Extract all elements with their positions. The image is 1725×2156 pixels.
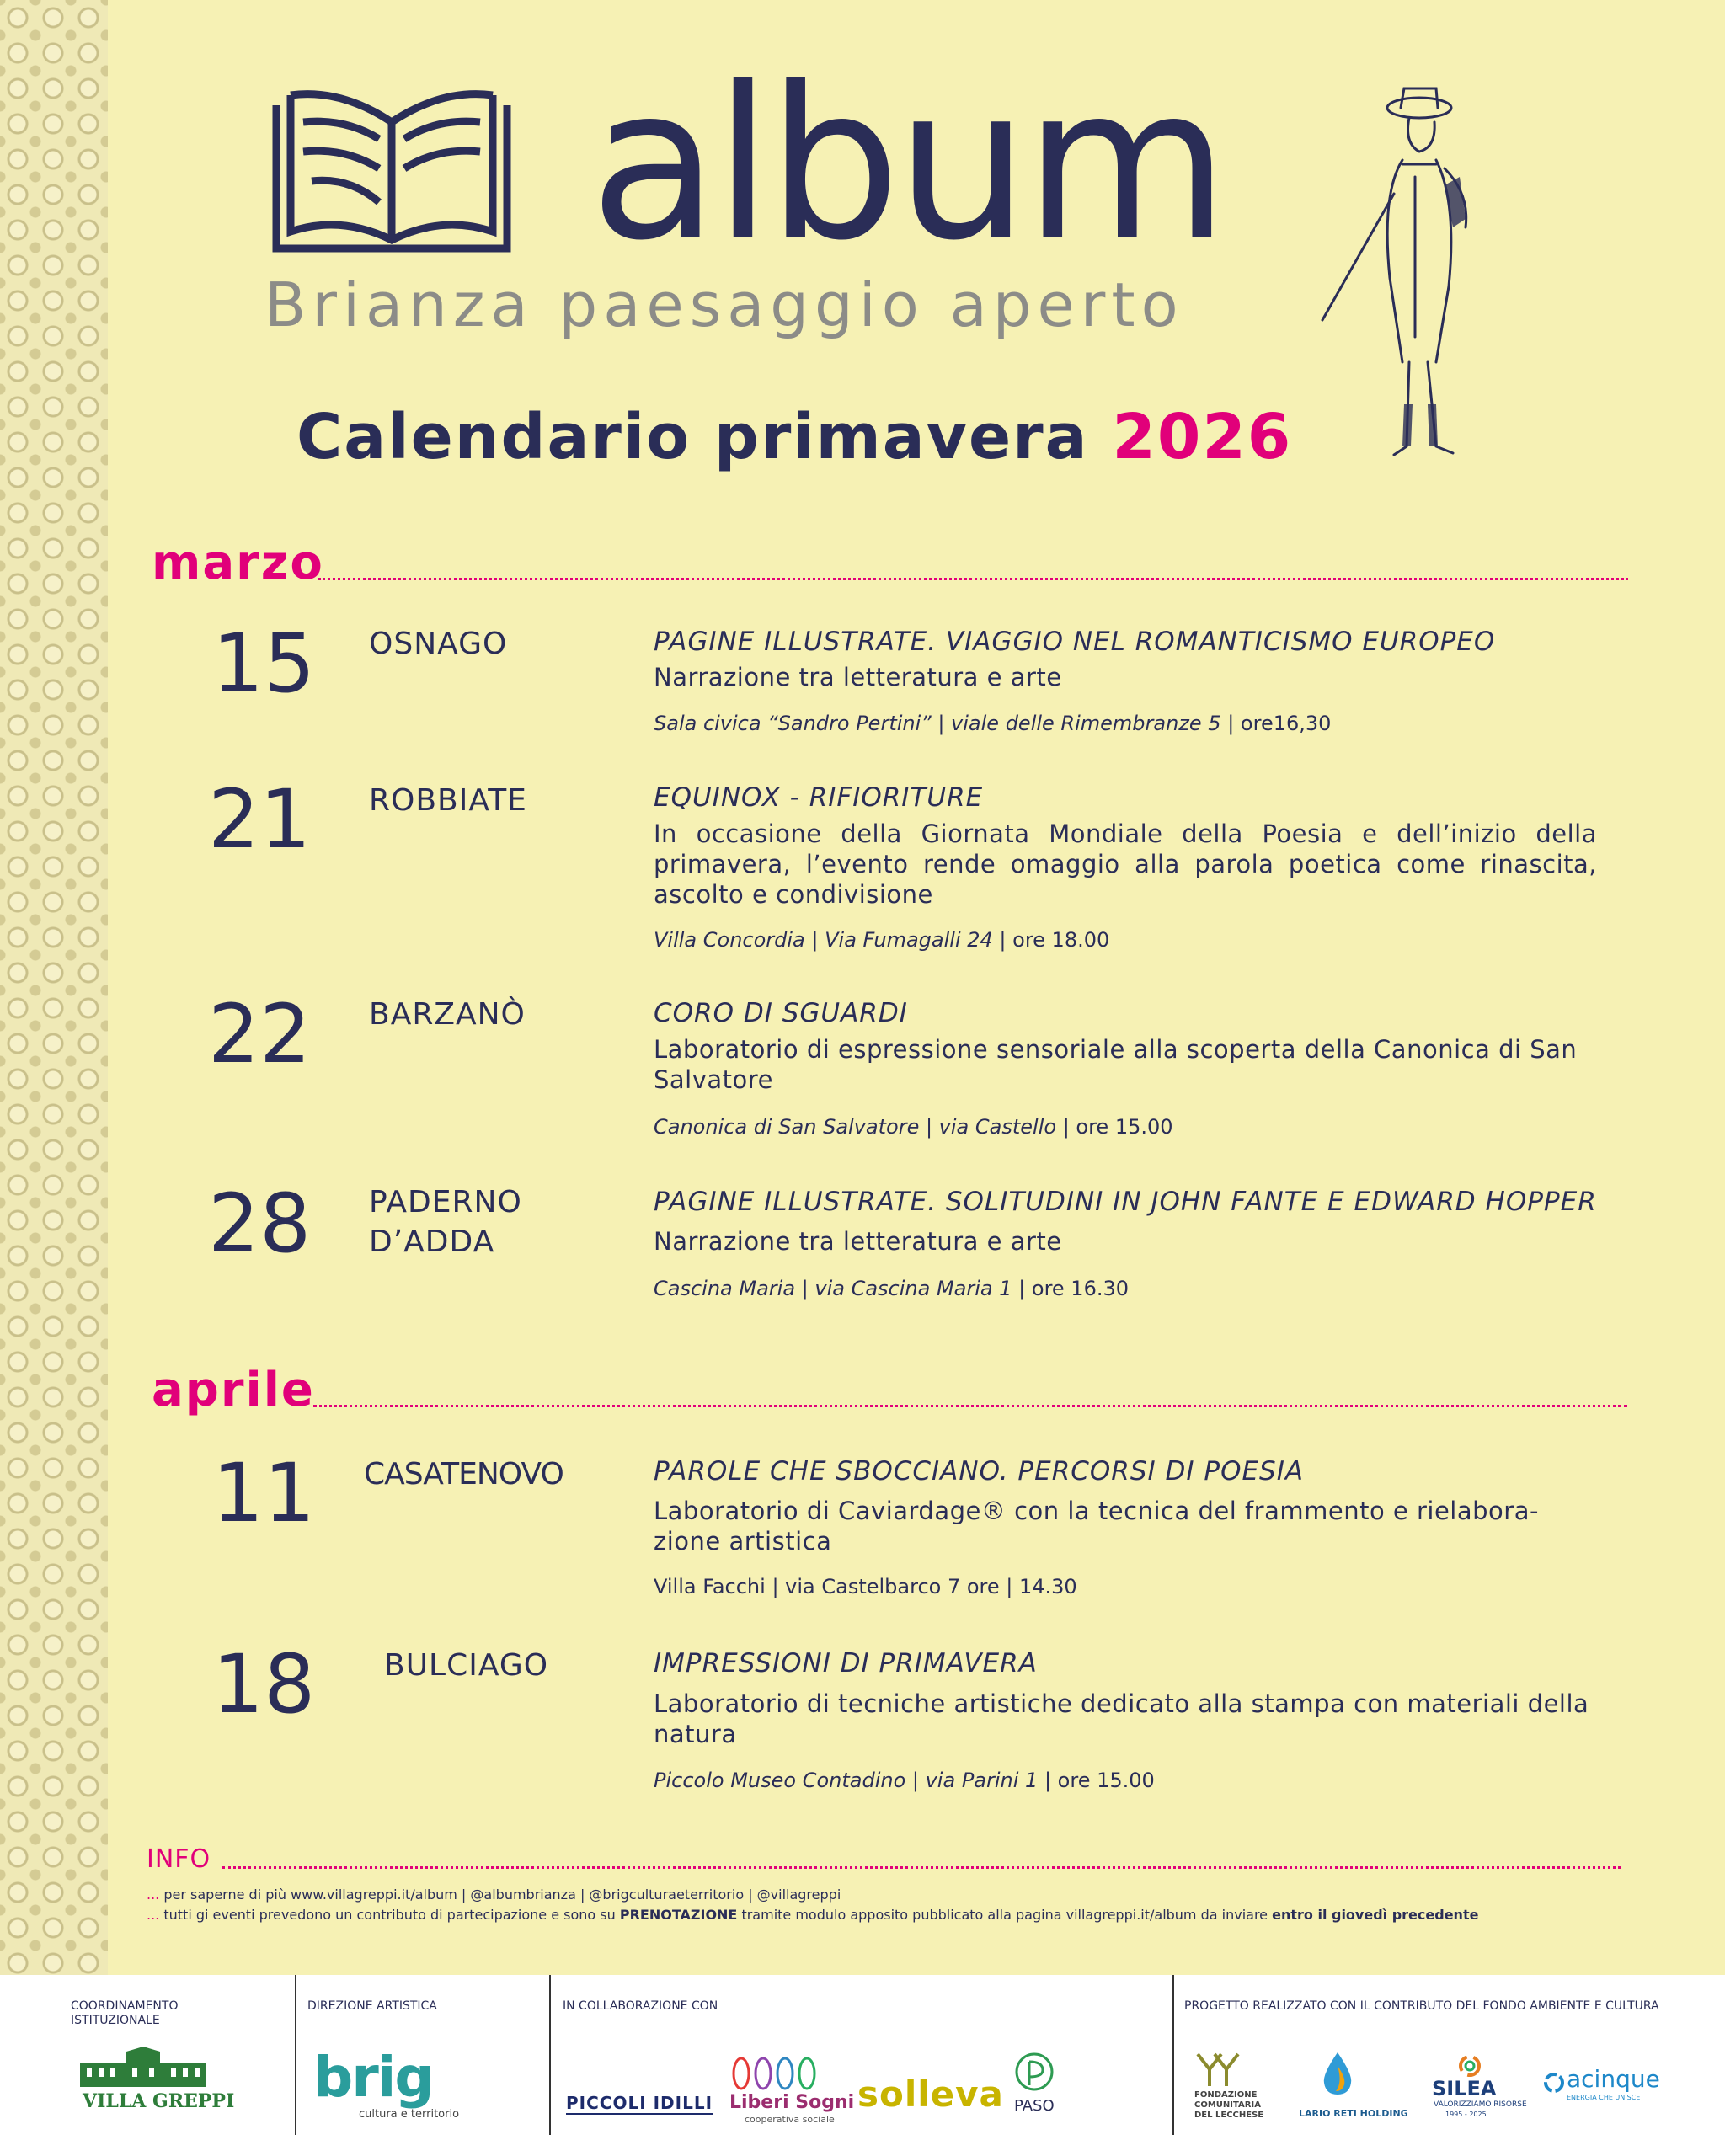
month-divider — [318, 578, 1628, 580]
event-description: Laboratorio di Caviardage® con la tecnica del frammento e rielabora-zione artistica — [654, 1497, 1539, 1556]
event-venue: Cascina Maria | via Cascina Maria 1 — [654, 1277, 1012, 1300]
brig-logo-subtitle: cultura e territorio — [359, 2108, 460, 2121]
event-venue: Villa Concordia | Via Fumagalli 24 — [654, 928, 993, 952]
event-venue: Sala civica “Sandro Pertini” | viale delle Rimembranze 5 — [654, 712, 1221, 735]
event-venue: Piccolo Museo Contadino | via Parini 1 — [654, 1769, 1039, 1792]
event-day: 21 — [208, 772, 312, 867]
info-booking-c: tramite modulo apposito pubblicato alla pagina villagreppi.it/album da inviare — [737, 1907, 1273, 1923]
event-location — [654, 1575, 1077, 1598]
event-title: PAROLE CHE SBOCCIANO. PERCORSI DI POESIA — [654, 1456, 1305, 1486]
event-location — [654, 1769, 1155, 1792]
acinque-subtitle: ENERGIA CHE UNISCE — [1567, 2094, 1641, 2101]
acinque-logo: acinque — [1567, 2065, 1660, 2093]
info-divider — [222, 1866, 1621, 1869]
silea-years: 1995 - 2025 — [1445, 2111, 1487, 2118]
footer-divider — [1172, 1975, 1174, 2135]
event-town: BARZANÒ — [369, 997, 526, 1032]
event-title: CORO DI SGUARDI — [654, 998, 908, 1028]
month-marzo: marzo — [152, 536, 324, 590]
footer-label-direzione: DIREZIONE ARTISTICA — [307, 1999, 437, 2013]
event-location — [654, 1277, 1129, 1300]
paso-logo: PASO — [1014, 2097, 1055, 2115]
info-links-line — [147, 1886, 841, 1903]
event-day: 22 — [208, 987, 312, 1081]
info-booking-a: tutti gi eventi prevedono un contributo di partecipazione e sono su — [163, 1907, 620, 1923]
book-logo-icon — [270, 88, 514, 257]
event-town: BULCIAGO — [384, 1648, 549, 1683]
event-town: PADERNO D’ADDA — [369, 1185, 522, 1259]
event-venue: Villa Facchi | via Castelbarco 7 ore | 14.30 — [654, 1575, 1077, 1598]
liberi-sogni-leaves-icon — [731, 2057, 824, 2090]
event-description: Narrazione tra letteratura e arte — [654, 663, 1062, 691]
footer-divider — [295, 1975, 296, 2135]
album-logo-word: album — [590, 41, 1225, 286]
event-day: 15 — [212, 616, 316, 711]
acinque-logo-icon — [1543, 2072, 1565, 2094]
info-title: INFO — [147, 1844, 211, 1874]
walking-man-sketch-icon — [1310, 84, 1512, 463]
event-day: 11 — [212, 1446, 316, 1540]
info-bullet: ... — [147, 1907, 160, 1923]
info-bullet: ... — [147, 1886, 160, 1903]
event-title: PAGINE ILLUSTRATE. VIAGGIO NEL ROMANTICISMO EUROPEO — [654, 627, 1496, 657]
event-town: ROBBIATE — [369, 783, 527, 818]
fondazione-logo-icon — [1194, 2051, 1242, 2088]
silea-subtitle: VALORIZZIAMO RISORSE — [1434, 2100, 1527, 2109]
headline-year: 2026 — [1112, 401, 1293, 473]
event-town: CASATENOVO — [364, 1457, 563, 1492]
info-booking-d: entro il giovedì precedente — [1272, 1907, 1479, 1923]
event-time: | ore16,30 — [1227, 712, 1332, 735]
event-time: | ore 15.00 — [1062, 1115, 1173, 1139]
tagline: Brianza paesaggio aperto — [264, 270, 1184, 340]
event-location — [654, 928, 1109, 952]
headline-text: Calendario primavera — [296, 401, 1089, 473]
solleva-logo: solleva — [857, 2073, 1004, 2115]
event-time: | ore 16.30 — [1018, 1277, 1130, 1300]
event-location — [654, 712, 1331, 735]
event-title: EQUINOX - RIFIORITURE — [654, 782, 984, 813]
villa-greppi-building-icon — [80, 2047, 206, 2087]
event-description: Laboratorio di tecniche artistiche dedicato alla stampa con materiali della natura — [654, 1689, 1589, 1748]
lario-reti-drop-icon — [1321, 2051, 1354, 2097]
event-title: IMPRESSIONI DI PRIMAVERA — [654, 1648, 1038, 1678]
piccoli-idilli-logo: PICCOLI IDILLI — [566, 2093, 713, 2113]
liberi-sogni-logo: Liberi Sogni — [729, 2092, 855, 2113]
event-title: PAGINE ILLUSTRATE. SOLITUDINI IN JOHN FANTE E EDWARD HOPPER — [654, 1187, 1597, 1217]
silea-logo: SILEA — [1432, 2077, 1497, 2100]
event-time: | ore 18.00 — [999, 928, 1110, 952]
event-day: 18 — [212, 1637, 316, 1732]
event-description: In occasione della Giornata Mondiale della Poesia e dell’inizio della primavera, l’evento rende omaggio alla parola poetica come rinascita, ascolto e condivisione — [654, 819, 1597, 909]
event-description: Laboratorio di espressione sensoriale alla scoperta della Canonica di San Salvatore — [654, 1035, 1578, 1094]
info-booking-b: PRENOTAZIONE — [619, 1907, 738, 1923]
villa-greppi-logo: VILLA GREPPI — [83, 2090, 235, 2112]
decorative-border — [0, 0, 108, 1975]
footer-label-progetto: PROGETTO REALIZZATO CON IL CONTRIBUTO DEL FONDO AMBIENTE E CULTURA — [1184, 1999, 1659, 2013]
month-aprile: aprile — [152, 1363, 315, 1417]
event-time: | ore 15.00 — [1044, 1769, 1155, 1792]
info-links: per saperne di più www.villagreppi.it/album | @albumbrianza | @brigculturaeterritorio | @villagreppi — [163, 1886, 841, 1903]
event-town: OSNAGO — [369, 627, 508, 661]
event-location — [654, 1115, 1173, 1139]
footer-divider — [549, 1975, 551, 2135]
paso-logo-icon — [1011, 2052, 1058, 2094]
event-description: Narrazione tra letteratura e arte — [654, 1227, 1062, 1256]
event-day: 28 — [208, 1177, 312, 1271]
silea-swirl-icon — [1457, 2053, 1482, 2079]
event-venue: Canonica di San Salvatore | via Castello — [654, 1115, 1057, 1139]
brig-logo: brig — [313, 2045, 433, 2110]
footer-label-coordinamento: COORDINAMENTO ISTITUZIONALE — [71, 1999, 179, 2027]
liberi-sogni-subtitle: cooperativa sociale — [745, 2114, 835, 2125]
fondazione-logo: FONDAZIONE COMUNITARIA DEL LECCHESE — [1194, 2090, 1264, 2120]
month-divider — [313, 1405, 1627, 1407]
footer-label-collaborazione: IN COLLABORAZIONE CON — [563, 1999, 718, 2013]
page-title — [296, 401, 1292, 473]
lario-reti-logo: LARIO RETI HOLDING — [1299, 2108, 1408, 2119]
info-booking-line — [147, 1907, 1478, 1923]
